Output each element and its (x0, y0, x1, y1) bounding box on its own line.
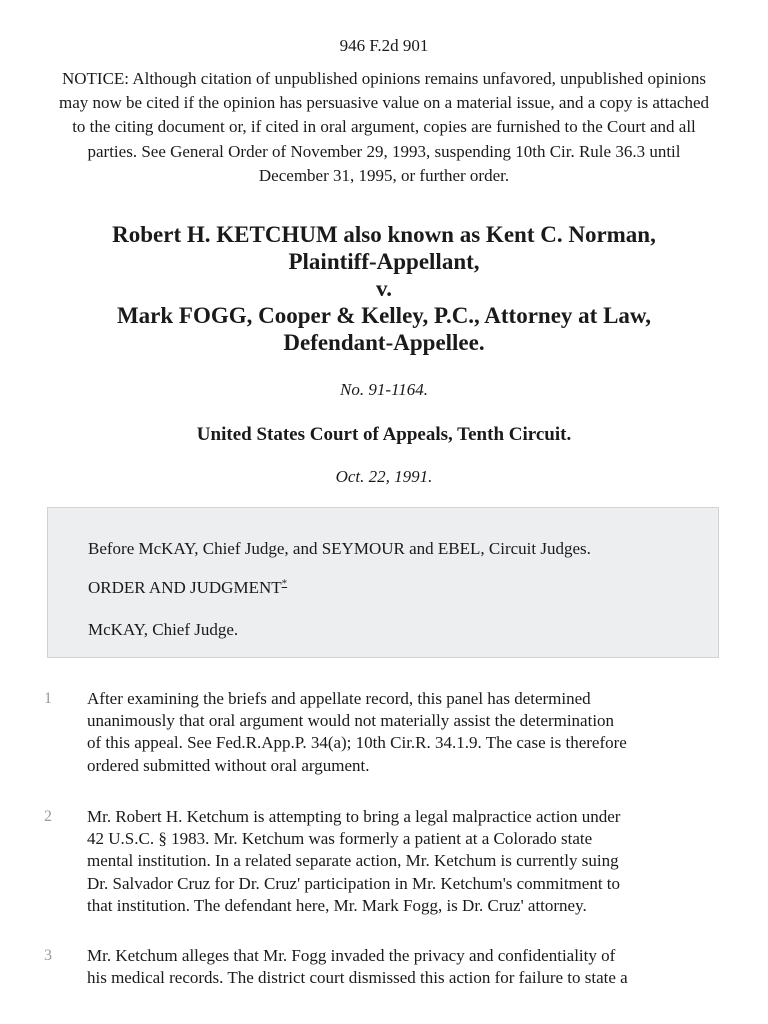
case-caption (40, 221, 728, 356)
order-title: ORDER AND JUDGMENT (88, 578, 282, 597)
paragraph-number: 1 (44, 690, 52, 707)
court-name: United States Court of Appeals, Tenth Circuit. (196, 424, 572, 445)
paragraph-number: 2 (44, 808, 52, 825)
footnote-link[interactable]: * (281, 577, 288, 590)
text-line: ordered submitted without oral argument. (87, 755, 370, 775)
defendant-name: Mark FOGG, Cooper & Kelley, P.C., Attorney at Law, (116, 303, 652, 328)
text-line: his medical records. The district court dismissed this action for failure to state a (87, 968, 628, 988)
text-line: unanimously that oral argument would not materially assist the determination (87, 711, 615, 731)
decision-date: Oct. 22, 1991. (335, 467, 433, 486)
text-line: Dr. Salvador Cruz for Dr. Cruz' participation in Mr. Ketchum's commitment to (87, 873, 621, 893)
opinion-author: McKAY, Chief Judge. (88, 620, 239, 639)
judges-panel-box (47, 507, 719, 658)
text-line: that institution. The defendant here, Mr. Mark Fogg, is Dr. Cruz' attorney. (87, 895, 587, 915)
text-line: Mr. Ketchum alleges that Mr. Fogg invaded the privacy and confidentiality of (87, 946, 616, 965)
plaintiff-name: Robert H. KETCHUM also known as Kent C. Norman, (112, 222, 656, 247)
docket-number: No. 91-1164. (340, 380, 428, 399)
text-line: mental institution. In a related separate action, Mr. Ketchum is currently suing (87, 851, 619, 871)
unpublished-opinion-notice: NOTICE: Although citation of unpublished opinions remains unfavored, unpublished opinions may now be cited if the opinion has persuasive value on a material issue, and a copy is attached to the citing document or, if cited in oral argument, copies are furnished to the Court and all parties. See General Order of November 29, 1993, suspending 10th Cir. Rule 36.3 until December 31, 1995, or further order. (58, 69, 710, 185)
case-citation: 946 F.2d 901 (339, 36, 429, 55)
versus-label: v. (376, 276, 392, 301)
paragraph-number: 3 (44, 947, 52, 964)
paragraph-text (87, 688, 727, 777)
text-line: 42 U.S.C. § 1983. Mr. Ketchum was formerly a patient at a Colorado state (87, 829, 593, 849)
plaintiff-role: Plaintiff-Appellant, (288, 249, 480, 274)
defendant-role: Defendant-Appellee. (283, 330, 485, 355)
order-heading (88, 578, 287, 598)
paragraph-text (87, 806, 727, 917)
text-line: After examining the briefs and appellate record, this panel has determined (87, 689, 591, 708)
paragraph-text (87, 945, 727, 989)
text-line: Mr. Robert H. Ketchum is attempting to bring a legal malpractice action under (87, 807, 621, 826)
panel-judges: Before McKAY, Chief Judge, and SEYMOUR and EBEL, Circuit Judges. (88, 539, 591, 558)
text-line: of this appeal. See Fed.R.App.P. 34(a); 10th Cir.R. 34.1.9. The case is therefore (87, 733, 627, 753)
